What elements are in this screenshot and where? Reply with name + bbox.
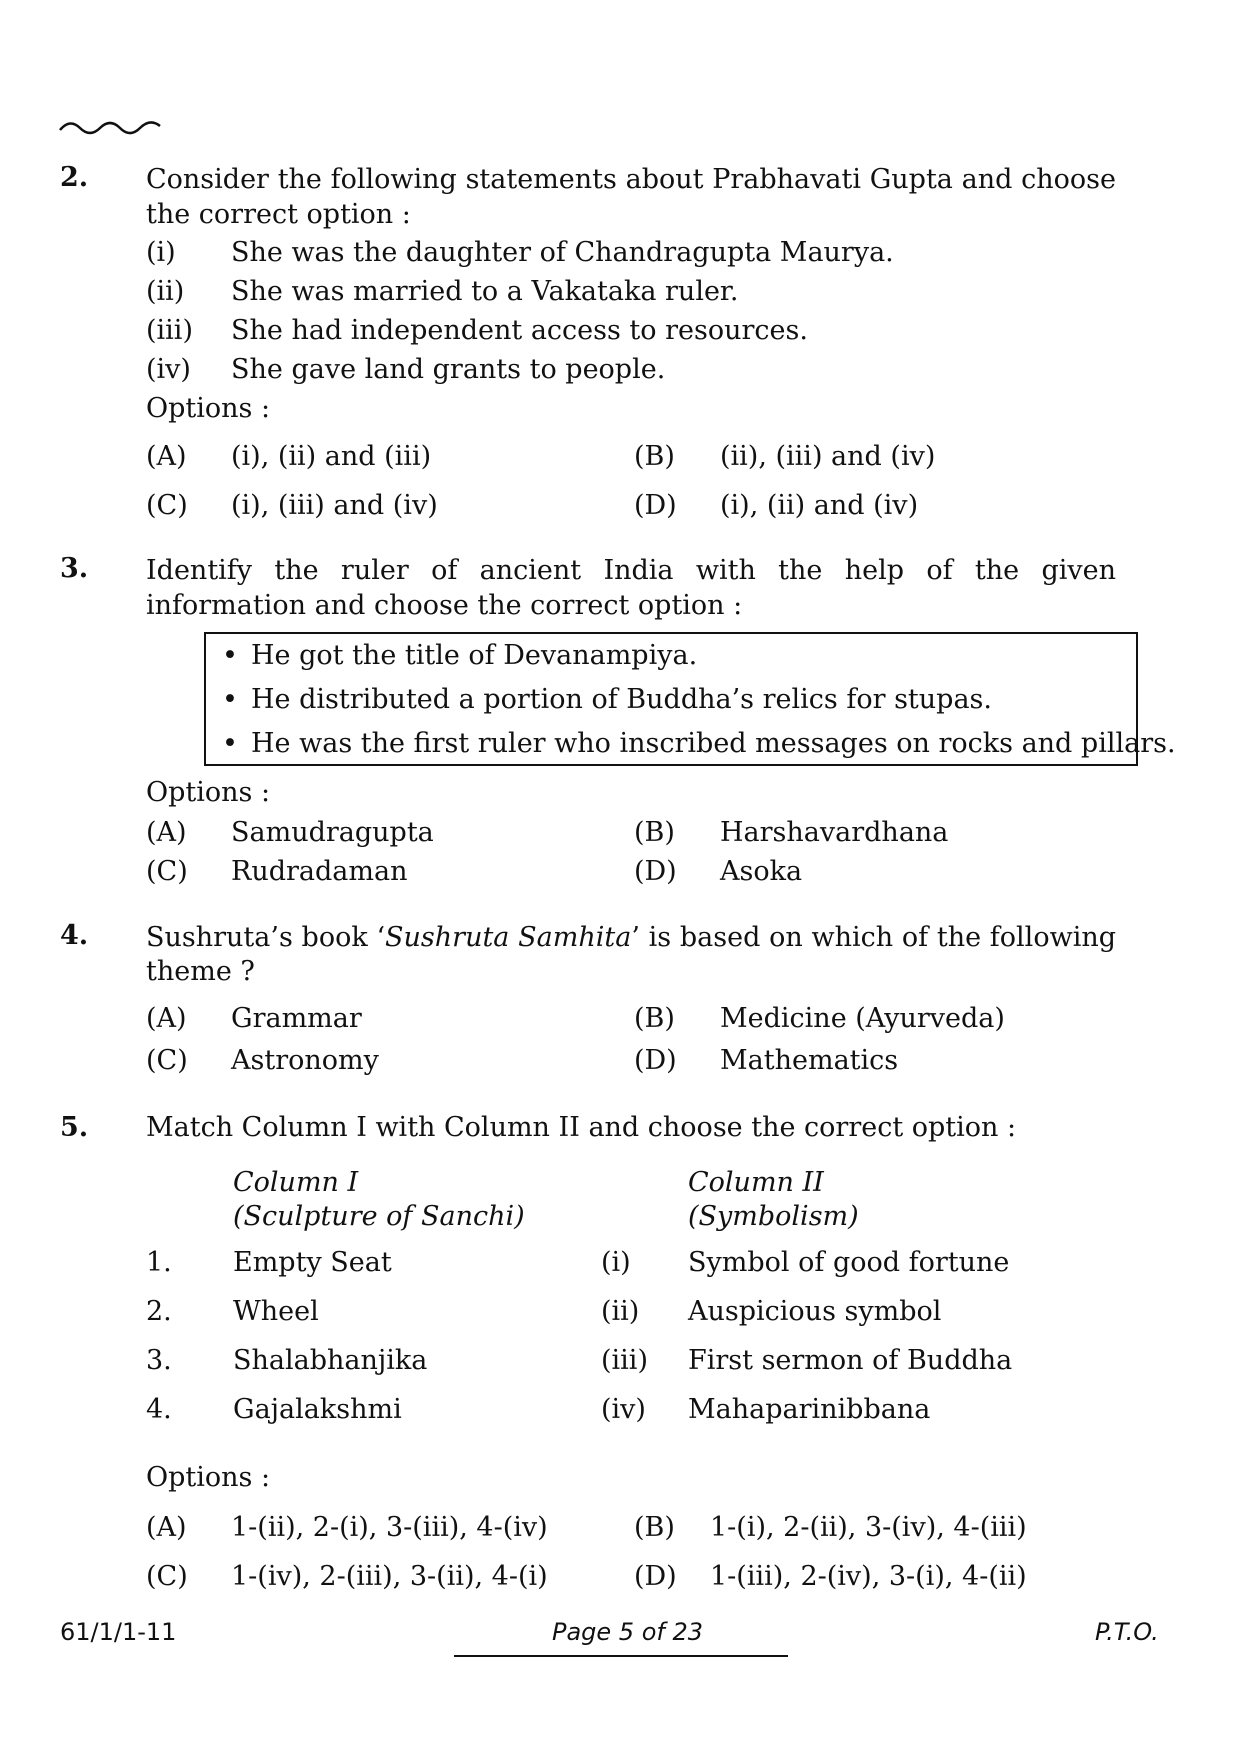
question-stem: Match Column I with Column II and choose the correct option :: [146, 1112, 1017, 1143]
option-text: (i), (ii) and (iv): [720, 490, 919, 521]
match-row-roman: (ii): [601, 1296, 640, 1327]
option-label: (D): [634, 490, 677, 521]
statement-text: She gave land grants to people.: [231, 354, 666, 385]
clue-text: He was the first ruler who inscribed messages on rocks and pillars.: [251, 728, 1176, 759]
match-row-match: First sermon of Buddha: [688, 1345, 1013, 1376]
paper-code: 61/1/1-11: [60, 1618, 177, 1646]
match-row-number: 1.: [146, 1247, 172, 1278]
options-label: Options :: [146, 393, 271, 424]
match-row-item: Empty Seat: [233, 1247, 392, 1278]
option-text: Samudragupta: [231, 817, 434, 848]
option-label: (C): [146, 490, 188, 521]
option-text: Grammar: [231, 1003, 362, 1034]
question-number: 5.: [60, 1112, 89, 1143]
statement-text: She had independent access to resources.: [231, 315, 808, 346]
column-2-heading: Column II: [688, 1167, 824, 1198]
page-number: Page 5 of 23: [552, 1618, 704, 1646]
match-row-item: Gajalakshmi: [233, 1394, 402, 1425]
option-label: (C): [146, 1045, 188, 1076]
option-text: (i), (ii) and (iii): [231, 441, 432, 472]
match-row-number: 3.: [146, 1345, 172, 1376]
option-text: 1-(ii), 2-(i), 3-(iii), 4-(iv): [231, 1512, 548, 1543]
option-text: Astronomy: [231, 1045, 379, 1076]
match-row-number: 2.: [146, 1296, 172, 1327]
match-row-match: Symbol of good fortune: [688, 1247, 1010, 1278]
option-label: (D): [634, 856, 677, 887]
match-row-match: Mahaparinibbana: [688, 1394, 931, 1425]
question-number: 4.: [60, 920, 89, 951]
bullet-icon: •: [222, 640, 238, 671]
option-text: Harshavardhana: [720, 817, 949, 848]
option-text: 1-(iv), 2-(iii), 3-(ii), 4-(i): [231, 1561, 548, 1592]
option-label: (B): [634, 1512, 675, 1543]
question-number: 3.: [60, 553, 89, 584]
option-label: (A): [146, 1512, 187, 1543]
bullet-icon: •: [222, 728, 238, 759]
pto-marker: P.T.O.: [1095, 1618, 1159, 1646]
option-label: (A): [146, 1003, 187, 1034]
option-label: (D): [634, 1561, 677, 1592]
option-label: (A): [146, 817, 187, 848]
clue-text: He distributed a portion of Buddha’s relics for stupas.: [251, 684, 992, 715]
option-label: (C): [146, 856, 188, 887]
statement-label: (iii): [146, 315, 193, 346]
option-label: (D): [634, 1045, 677, 1076]
options-label: Options :: [146, 777, 271, 808]
option-label: (B): [634, 441, 675, 472]
column-1-subheading: (Sculpture of Sanchi): [233, 1201, 525, 1232]
option-text: Asoka: [720, 856, 803, 887]
question-stem: Sushruta’s book ‘Sushruta Samhita’ is based on which of the following: [146, 922, 1116, 953]
match-row-roman: (iv): [601, 1394, 646, 1425]
wave-mark-icon: [58, 114, 162, 140]
question-stem-line2: theme ?: [146, 956, 255, 987]
option-text: Rudradaman: [231, 856, 408, 887]
question-stem: Identify the ruler of ancient India with the help of the given information and choose the correct option :: [146, 555, 1116, 621]
option-text: Mathematics: [720, 1045, 899, 1076]
column-2-subheading: (Symbolism): [688, 1201, 859, 1232]
bullet-icon: •: [222, 684, 238, 715]
statement-text: She was the daughter of Chandragupta Maurya.: [231, 237, 894, 268]
match-row-match: Auspicious symbol: [688, 1296, 942, 1327]
statement-label: (i): [146, 237, 176, 268]
statement-label: (ii): [146, 276, 185, 307]
option-text: Medicine (Ayurveda): [720, 1003, 1005, 1034]
column-1-heading: Column I: [233, 1167, 359, 1198]
statement-text: She was married to a Vakataka ruler.: [231, 276, 739, 307]
options-label: Options :: [146, 1462, 271, 1493]
option-text: 1-(iii), 2-(iv), 3-(i), 4-(ii): [710, 1561, 1027, 1592]
match-row-number: 4.: [146, 1394, 172, 1425]
question-number: 2.: [60, 162, 89, 193]
match-row-roman: (iii): [601, 1345, 648, 1376]
clue-text: He got the title of Devanampiya.: [251, 640, 698, 671]
statement-label: (iv): [146, 354, 191, 385]
match-row-item: Wheel: [233, 1296, 319, 1327]
match-row-roman: (i): [601, 1247, 631, 1278]
option-label: (B): [634, 817, 675, 848]
match-row-item: Shalabhanjika: [233, 1345, 428, 1376]
option-label: (A): [146, 441, 187, 472]
option-text: (i), (iii) and (iv): [231, 490, 438, 521]
footer-rule: [454, 1655, 788, 1657]
option-text: (ii), (iii) and (iv): [720, 441, 936, 472]
option-label: (C): [146, 1561, 188, 1592]
option-label: (B): [634, 1003, 675, 1034]
question-stem: Consider the following statements about Prabhavati Gupta and choose the correct option :: [146, 164, 1116, 230]
option-text: 1-(i), 2-(ii), 3-(iv), 4-(iii): [710, 1512, 1027, 1543]
